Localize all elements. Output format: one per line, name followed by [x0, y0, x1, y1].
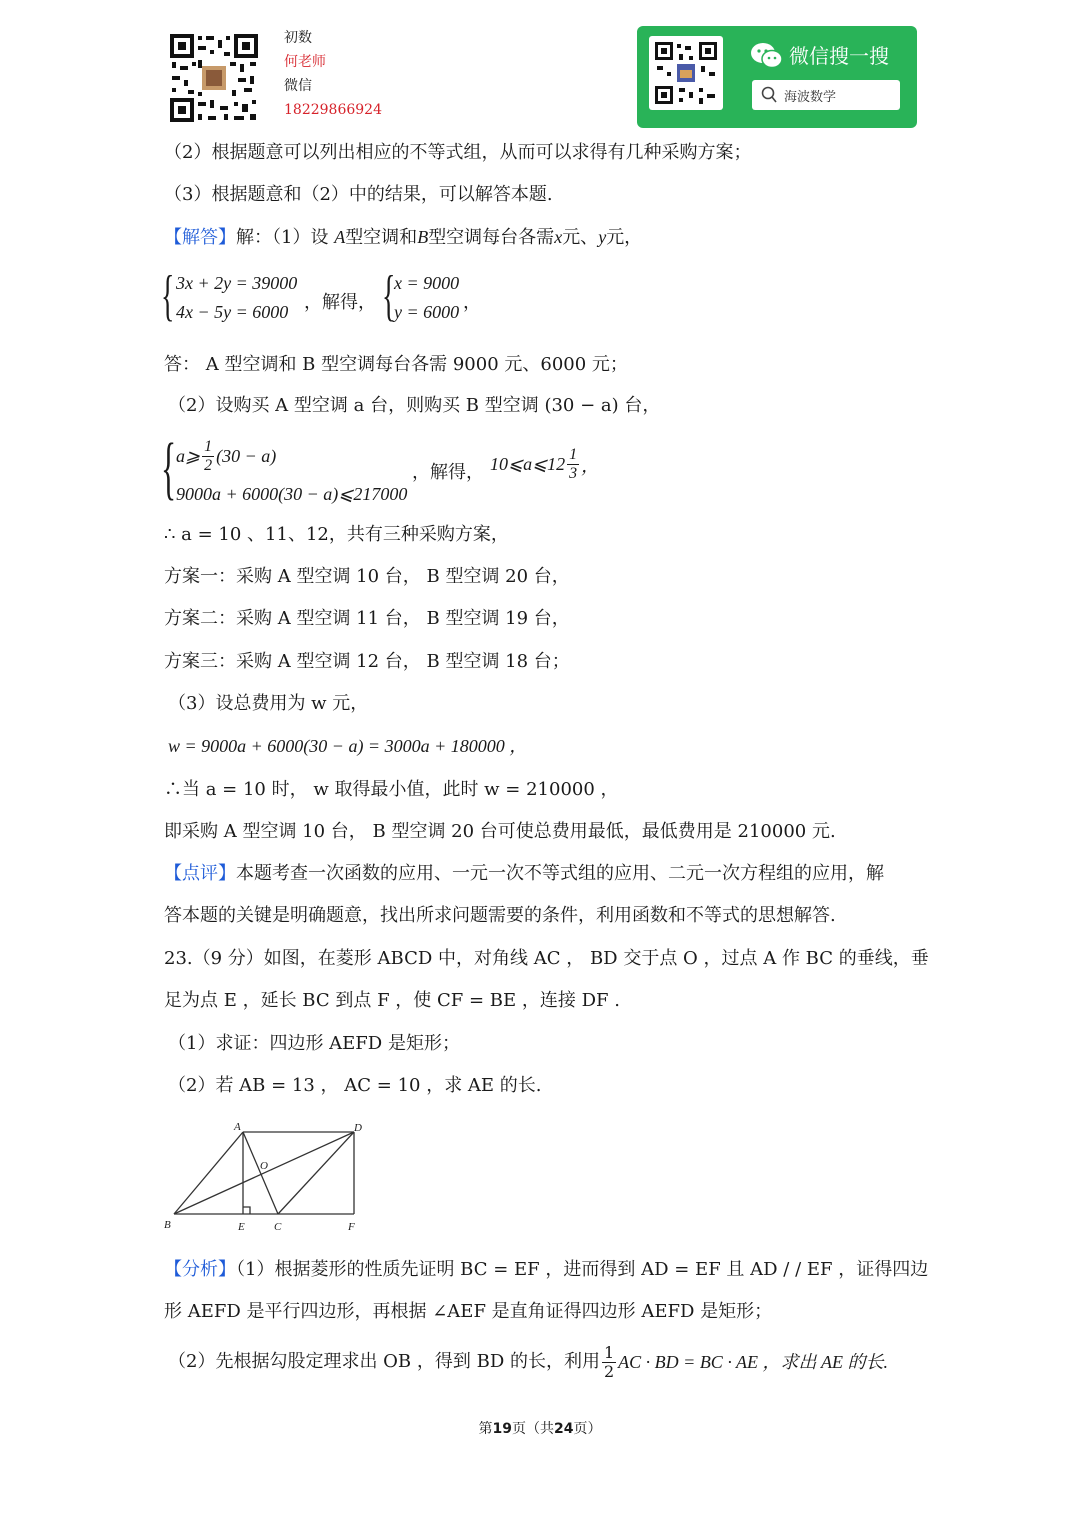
- solve-label-1: ，解得，: [304, 292, 376, 313]
- contact-phone: 18229866924: [284, 102, 382, 118]
- question-23-line-1: 23.（9 分）如图，在菱形 ABCD 中，对角线 AC ， BD 交于点 O ，过点 A 作 BC 的垂线，垂: [164, 948, 929, 969]
- rhombus-figure: [160, 1118, 370, 1238]
- answer-text-3: 型空调每台各需: [428, 227, 555, 248]
- fraction-third: [567, 446, 579, 483]
- range-text: 10⩽a⩽12: [490, 454, 566, 474]
- therefore-2: ∴当 a = 10 时， w 取得最小值，此时 w = 210000 ，: [164, 779, 619, 800]
- comment-text-1: 本题考查一次函数的应用、一元一次不等式组的应用、二元一次方程组的应用，解: [236, 863, 884, 884]
- range-den: 3: [569, 465, 578, 482]
- wechat-search-box[interactable]: [752, 80, 900, 110]
- label-d: D: [354, 1122, 362, 1134]
- analysis-frac-den: 2: [603, 1361, 615, 1381]
- label-c: C: [274, 1221, 282, 1233]
- equation-2: 4x − 5y = 6000: [176, 302, 289, 322]
- therefore-1: ∴ a = 10 、11、12，共有三种采购方案，: [164, 524, 509, 545]
- wechat-search-title: 微信搜一搜: [789, 44, 889, 68]
- var-b: B: [417, 227, 429, 247]
- answer-text-4: 元、: [562, 227, 599, 248]
- search-icon: [761, 86, 777, 108]
- page-total: 24: [554, 1421, 574, 1437]
- question-23-part-1: （1）求证：四边形 AEFD 是矩形；: [168, 1033, 460, 1054]
- analysis-text-3b: AC · BD = BC · AE ，求出 AE 的长.: [618, 1352, 888, 1372]
- footer-mid: 页（共: [512, 1421, 554, 1437]
- var-y: y: [598, 227, 607, 247]
- comment-line-1: [164, 861, 884, 887]
- brace-inequality: {: [161, 430, 177, 507]
- analysis-text-1: （1）根据菱形的性质先证明 BC = EF ，进而得到 AD = EF 且 AD / / EF ，证得四边: [236, 1259, 929, 1280]
- solution-y: y = 6000: [394, 302, 460, 322]
- analysis-line-3: [168, 1338, 888, 1386]
- contact-wechat-label: 微信: [284, 78, 312, 94]
- part-2-intro: （2）设购买 A 型空调 a 台，则购买 B 型空调 (30 − a) 台，: [168, 395, 661, 416]
- analysis-line-2: 形 AEFD 是平行四边形，再根据 ∠AEF 是直角证得四边形 AEFD 是矩形；: [164, 1301, 773, 1322]
- qr-code-left: [168, 32, 260, 124]
- var-x: x: [554, 227, 563, 247]
- answer-text: 解：（1）设: [236, 227, 329, 248]
- segment-ac: [243, 1132, 278, 1214]
- wechat-search-text: 海波数学: [784, 90, 837, 105]
- plan-1: 方案一：采购 A 型空调 10 台， B 型空调 20 台，: [164, 566, 570, 587]
- brace-solution-1: {: [382, 265, 396, 327]
- answer-text-2: 型空调和: [345, 227, 418, 248]
- contact-block: [284, 26, 382, 122]
- comment-line-2: 答本题的关键是明确题意，找出所求问题需要的条件，利用函数和不等式的思想解答.: [164, 905, 836, 926]
- conclusion: 即采购 A 型空调 10 台， B 型空调 20 台可使总费用最低，最低费用是 210000 元.: [164, 821, 836, 842]
- inequality-1: [176, 438, 276, 475]
- range-result: [490, 446, 599, 483]
- solve-label-2: ，解得，: [412, 462, 484, 483]
- fraction-num: 1: [204, 438, 213, 455]
- range-comma: ，: [581, 455, 600, 476]
- label-b: B: [164, 1219, 171, 1231]
- answer-tag: 【解答】: [164, 227, 236, 248]
- answer-1: 答： A 型空调和 B 型空调每台各需 9000 元、6000 元；: [164, 354, 628, 375]
- wechat-logo-icon: [750, 42, 784, 74]
- solution-comma: ，: [463, 292, 481, 313]
- fraction-den: 2: [204, 457, 213, 474]
- label-e: E: [238, 1221, 245, 1233]
- fraction-analysis: [602, 1344, 616, 1381]
- answer-intro: [164, 224, 642, 251]
- inequality-1-left: a⩾: [176, 446, 201, 466]
- question-23-part-2: （2）若 AB = 13 ， AC = 10 ，求 AE 的长.: [168, 1075, 542, 1096]
- inequality-2: 9000a + 6000(30 − a)⩽217000: [176, 484, 408, 504]
- right-angle-mark: [243, 1207, 250, 1214]
- plan-2: 方案二：采购 A 型空调 11 台， B 型空调 19 台，: [164, 608, 570, 629]
- label-f: F: [348, 1221, 355, 1233]
- analysis-tag: 【分析】: [164, 1259, 236, 1280]
- plan-3: 方案三：采购 A 型空调 12 台， B 型空调 18 台；: [164, 651, 570, 672]
- footer-post: 页）: [573, 1421, 602, 1437]
- analysis-text-3a: （2）先根据勾股定理求出 OB ，得到 BD 的长，利用: [168, 1351, 600, 1372]
- answer-text-5: 元，: [606, 227, 643, 248]
- inequality-1-right: (30 − a): [216, 446, 277, 466]
- analysis-step-3: （3）根据题意和（2）中的结果，可以解答本题.: [164, 184, 553, 205]
- equation-1: 3x + 2y = 39000: [176, 273, 298, 293]
- label-o: O: [260, 1160, 268, 1172]
- analysis-line-1: [164, 1257, 928, 1283]
- analysis-step-2: （2）根据题意可以列出相应的不等式组，从而可以求得有几种采购方案；: [164, 142, 752, 163]
- fraction-half: [202, 438, 214, 475]
- solution-x: x = 9000: [394, 273, 460, 293]
- segment-ab: [174, 1132, 243, 1214]
- page-footer: [0, 1418, 1080, 1438]
- brace-system-1: {: [161, 265, 175, 327]
- contact-name: 何老师: [284, 54, 326, 70]
- segment-bd: [174, 1132, 354, 1214]
- analysis-frac-num: 1: [603, 1342, 615, 1362]
- footer-pre: 第: [478, 1421, 493, 1437]
- question-23-line-2: 足为点 E ，延长 BC 到点 F ，使 CF = BE ，连接 DF .: [164, 990, 620, 1011]
- part-3-intro: （3）设总费用为 w 元，: [168, 693, 369, 714]
- wechat-search-card[interactable]: [637, 26, 917, 128]
- label-a: A: [234, 1121, 241, 1133]
- var-a: A: [334, 227, 346, 247]
- range-num: 1: [569, 446, 578, 463]
- w-expression: w = 9000a + 6000(30 − a) = 3000a + 180000 ，: [168, 736, 528, 756]
- contact-line1: 初数: [284, 30, 312, 46]
- qr-code-right: [649, 36, 723, 110]
- page-number: 19: [492, 1421, 512, 1437]
- comment-tag: 【点评】: [164, 863, 236, 884]
- segment-cd: [278, 1132, 354, 1214]
